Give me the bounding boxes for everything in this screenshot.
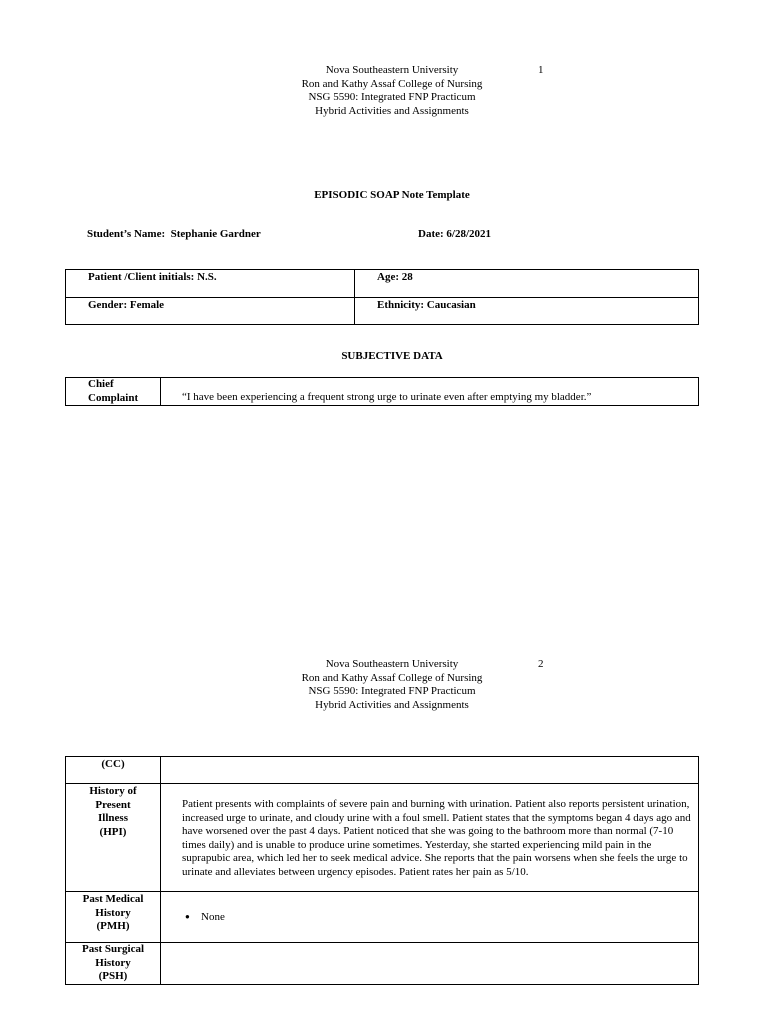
- hpi-label-line: History of: [89, 785, 137, 797]
- psh-label-line: History: [95, 956, 131, 969]
- header-college: Ron and Kathy Assaf College of Nursing: [301, 77, 483, 90]
- header-course: NSG 5590: Integrated FNP Practicum: [308, 91, 476, 103]
- subjective-table: [65, 756, 699, 985]
- student-name-label: Student’s Name:: [87, 228, 166, 240]
- pmh-item-text: None: [201, 911, 225, 923]
- chief-complaint-label-line1: Chief: [88, 378, 114, 390]
- date-value: 6/28/2021: [446, 228, 492, 240]
- pmh-label-line: Past Medical: [82, 893, 144, 905]
- pmh-label-line: (PMH): [96, 920, 130, 932]
- patient-gender: Gender: Female: [66, 298, 355, 325]
- header-activity: Hybrid Activities and Assignments: [315, 698, 469, 711]
- pmh-label-line: History: [95, 906, 131, 919]
- page-header: [200, 658, 584, 712]
- chief-complaint-quote: “I have been experiencing a frequent strong urge to urinate even after emptying my bladder.”: [182, 391, 592, 403]
- pmh-list: [185, 910, 698, 925]
- chief-complaint-label-line2: Complaint: [88, 391, 139, 404]
- hpi-label-line: Illness: [98, 812, 128, 824]
- table-row: [66, 943, 699, 985]
- chief-complaint-table: [65, 377, 699, 406]
- pmh-content: [161, 892, 699, 943]
- header-university: Nova Southeastern University: [325, 64, 459, 76]
- psh-label: [66, 943, 161, 985]
- patient-info-table: [65, 269, 699, 325]
- cc-label: (CC): [66, 757, 161, 784]
- cc-content: [161, 757, 699, 784]
- hpi-content: [161, 784, 699, 892]
- table-row: [66, 784, 699, 892]
- chief-complaint-text: [161, 378, 699, 406]
- header-university: Nova Southeastern University: [325, 658, 459, 670]
- header-college: Ron and Kathy Assaf College of Nursing: [301, 671, 483, 684]
- psh-label-line: Past Surgical: [81, 943, 145, 955]
- hpi-text: Patient presents with complaints of severe pain and burning with urination. Patient also reports persistent urination, increased urge to urinate, and cloudy urine with a foul smell. Patient states that the symptoms began 4 days ago and have worsened over the past 4 days. Patient noticed that she was going to the bathroom more than normal (7-10 times daily) and is unable to produce urine sometimes. Yesterday, she started experiencing mild pain in the suprapubic area, which led her to seek medical advice. She reports that the pain worsens when she feels the urge to urinate and alleviates between urgency episodes. Patient rates her pain as 5/10.: [182, 798, 691, 878]
- chief-complaint-label: [66, 378, 161, 406]
- date-label: Date:: [418, 228, 444, 240]
- pmh-label: [66, 892, 161, 943]
- student-name-value: Stephanie Gardner: [170, 228, 261, 240]
- psh-content: [161, 943, 699, 985]
- table-row: [66, 757, 699, 784]
- header-activity: Hybrid Activities and Assignments: [315, 104, 469, 117]
- section-title: SUBJECTIVE DATA: [341, 350, 443, 362]
- psh-label-line: (PSH): [98, 970, 128, 982]
- list-item: [185, 910, 698, 925]
- header-course: NSG 5590: Integrated FNP Practicum: [308, 685, 476, 697]
- patient-ethnicity: Ethnicity: Caucasian: [355, 298, 699, 325]
- student-name-line: [87, 228, 261, 242]
- page-header: [200, 64, 584, 118]
- template-title: EPISODIC SOAP Note Template: [314, 189, 470, 201]
- patient-initials: Patient /Client initials: N.S.: [66, 270, 355, 298]
- hpi-label-line: (HPI): [99, 825, 127, 838]
- page-number: 1: [538, 64, 544, 76]
- date-line: [418, 228, 491, 242]
- hpi-label-line: Present: [95, 798, 131, 811]
- page-number: 2: [538, 658, 544, 670]
- patient-age: Age: 28: [355, 270, 699, 298]
- hpi-label: [66, 784, 161, 892]
- table-row: [66, 892, 699, 943]
